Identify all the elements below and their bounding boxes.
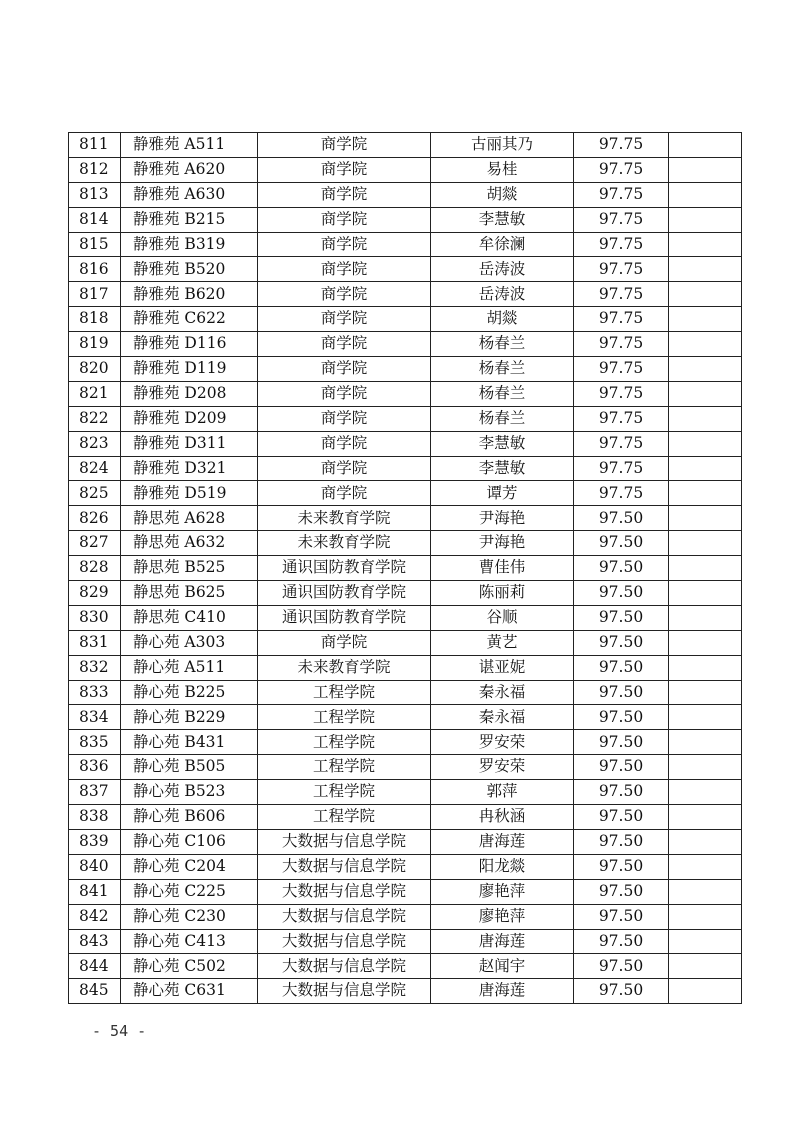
counselor-cell: 尹海艳 [431,506,574,531]
remark-cell [669,381,742,406]
college-cell: 商学院 [258,456,431,481]
row-number-cell: 838 [69,805,121,830]
remark-cell [669,506,742,531]
counselor-cell: 唐海莲 [431,929,574,954]
remark-cell [669,730,742,755]
score-cell: 97.50 [574,979,669,1004]
score-cell: 97.50 [574,854,669,879]
counselor-cell: 易桂 [431,157,574,182]
table-row [69,431,742,456]
remark-cell [669,182,742,207]
room-cell: 静心苑 B606 [121,805,258,830]
score-cell: 97.50 [574,556,669,581]
row-number-cell: 821 [69,381,121,406]
counselor-cell: 廖艳萍 [431,879,574,904]
row-number-cell: 823 [69,431,121,456]
college-cell: 商学院 [258,630,431,655]
college-cell: 大数据与信息学院 [258,979,431,1004]
score-cell: 97.75 [574,307,669,332]
remark-cell [669,481,742,506]
remark-cell [669,406,742,431]
table-row [69,954,742,979]
counselor-cell: 杨春兰 [431,357,574,382]
room-cell: 静心苑 B523 [121,780,258,805]
score-cell: 97.75 [574,232,669,257]
row-number-cell: 843 [69,929,121,954]
row-number-cell: 822 [69,406,121,431]
counselor-cell: 曹佳伟 [431,556,574,581]
row-number-cell: 826 [69,506,121,531]
row-number-cell: 829 [69,581,121,606]
row-number-cell: 836 [69,755,121,780]
score-cell: 97.50 [574,506,669,531]
college-cell: 商学院 [258,332,431,357]
row-number-cell: 817 [69,282,121,307]
score-cell: 97.50 [574,904,669,929]
counselor-cell: 罗安荣 [431,755,574,780]
score-cell: 97.75 [574,257,669,282]
counselor-cell: 岳涛波 [431,282,574,307]
room-cell: 静雅苑 D119 [121,357,258,382]
row-number-cell: 830 [69,605,121,630]
remark-cell [669,357,742,382]
score-cell: 97.50 [574,581,669,606]
room-cell: 静思苑 B625 [121,581,258,606]
row-number-cell: 819 [69,332,121,357]
table-row [69,257,742,282]
remark-cell [669,456,742,481]
remark-cell [669,929,742,954]
score-cell: 97.75 [574,282,669,307]
table-row [69,157,742,182]
row-number-cell: 815 [69,232,121,257]
counselor-cell: 李慧敏 [431,456,574,481]
row-number-cell: 828 [69,556,121,581]
counselor-cell: 陈丽莉 [431,581,574,606]
college-cell: 工程学院 [258,755,431,780]
score-cell: 97.75 [574,133,669,158]
score-cell: 97.50 [574,680,669,705]
counselor-cell: 杨春兰 [431,381,574,406]
row-number-cell: 841 [69,879,121,904]
counselor-cell: 廖艳萍 [431,904,574,929]
remark-cell [669,829,742,854]
college-cell: 商学院 [258,282,431,307]
room-cell: 静思苑 A628 [121,506,258,531]
score-cell: 97.50 [574,954,669,979]
table-row [69,481,742,506]
score-cell: 97.50 [574,705,669,730]
college-cell: 商学院 [258,357,431,382]
row-number-cell: 834 [69,705,121,730]
college-cell: 商学院 [258,232,431,257]
room-cell: 静心苑 A511 [121,655,258,680]
score-cell: 97.50 [574,730,669,755]
score-cell: 97.75 [574,481,669,506]
room-cell: 静雅苑 D209 [121,406,258,431]
row-number-cell: 839 [69,829,121,854]
remark-cell [669,954,742,979]
row-number-cell: 820 [69,357,121,382]
table-row [69,133,742,158]
college-cell: 商学院 [258,307,431,332]
remark-cell [669,979,742,1004]
row-number-cell: 814 [69,207,121,232]
room-cell: 静雅苑 A630 [121,182,258,207]
table-row [69,182,742,207]
college-cell: 大数据与信息学院 [258,879,431,904]
college-cell: 大数据与信息学院 [258,904,431,929]
remark-cell [669,780,742,805]
row-number-cell: 816 [69,257,121,282]
counselor-cell: 赵闻宇 [431,954,574,979]
room-cell: 静心苑 C631 [121,979,258,1004]
row-number-cell: 831 [69,630,121,655]
room-cell: 静心苑 C106 [121,829,258,854]
table-row [69,680,742,705]
room-cell: 静雅苑 B215 [121,207,258,232]
remark-cell [669,705,742,730]
room-cell: 静思苑 B525 [121,556,258,581]
room-cell: 静心苑 C204 [121,854,258,879]
counselor-cell: 胡燚 [431,307,574,332]
college-cell: 商学院 [258,182,431,207]
table-row [69,780,742,805]
table-row [69,805,742,830]
table-row [69,406,742,431]
table-row [69,655,742,680]
score-cell: 97.75 [574,207,669,232]
college-cell: 大数据与信息学院 [258,829,431,854]
remark-cell [669,207,742,232]
score-cell: 97.75 [574,431,669,456]
room-cell: 静雅苑 B620 [121,282,258,307]
counselor-cell: 阳龙燚 [431,854,574,879]
table-row [69,506,742,531]
college-cell: 未来教育学院 [258,531,431,556]
room-cell: 静心苑 A303 [121,630,258,655]
remark-cell [669,531,742,556]
counselor-cell: 郭萍 [431,780,574,805]
table-row [69,381,742,406]
counselor-cell: 唐海莲 [431,829,574,854]
score-cell: 97.75 [574,182,669,207]
room-cell: 静雅苑 B520 [121,257,258,282]
remark-cell [669,630,742,655]
room-cell: 静心苑 C502 [121,954,258,979]
row-number-cell: 844 [69,954,121,979]
row-number-cell: 811 [69,133,121,158]
college-cell: 工程学院 [258,780,431,805]
table-row [69,829,742,854]
counselor-cell: 岳涛波 [431,257,574,282]
row-number-cell: 845 [69,979,121,1004]
room-cell: 静心苑 C230 [121,904,258,929]
counselor-cell: 冉秋涵 [431,805,574,830]
remark-cell [669,133,742,158]
counselor-cell: 尹海艳 [431,531,574,556]
remark-cell [669,556,742,581]
college-cell: 工程学院 [258,705,431,730]
score-cell: 97.50 [574,879,669,904]
college-cell: 未来教育学院 [258,506,431,531]
room-cell: 静心苑 B431 [121,730,258,755]
table-row [69,332,742,357]
college-cell: 商学院 [258,481,431,506]
room-cell: 静雅苑 D116 [121,332,258,357]
score-cell: 97.75 [574,157,669,182]
counselor-cell: 谷顺 [431,605,574,630]
row-number-cell: 825 [69,481,121,506]
remark-cell [669,655,742,680]
remark-cell [669,605,742,630]
room-cell: 静雅苑 D321 [121,456,258,481]
counselor-cell: 秦永福 [431,705,574,730]
room-cell: 静心苑 B505 [121,755,258,780]
college-cell: 商学院 [258,406,431,431]
score-cell: 97.50 [574,531,669,556]
room-cell: 静心苑 B229 [121,705,258,730]
remark-cell [669,157,742,182]
room-cell: 静雅苑 A620 [121,157,258,182]
college-cell: 工程学院 [258,805,431,830]
dormitory-score-table [68,132,742,1004]
college-cell: 未来教育学院 [258,655,431,680]
table-row [69,630,742,655]
college-cell: 大数据与信息学院 [258,854,431,879]
room-cell: 静思苑 C410 [121,605,258,630]
counselor-cell: 谌亚妮 [431,655,574,680]
room-cell: 静心苑 C413 [121,929,258,954]
counselor-cell: 杨春兰 [431,406,574,431]
room-cell: 静雅苑 D208 [121,381,258,406]
table-row [69,929,742,954]
score-cell: 97.50 [574,805,669,830]
score-cell: 97.50 [574,780,669,805]
row-number-cell: 832 [69,655,121,680]
counselor-cell: 唐海莲 [431,979,574,1004]
table-row [69,730,742,755]
counselor-cell: 罗安荣 [431,730,574,755]
remark-cell [669,581,742,606]
table-row [69,456,742,481]
row-number-cell: 827 [69,531,121,556]
table-row [69,307,742,332]
counselor-cell: 李慧敏 [431,207,574,232]
table-row [69,531,742,556]
score-cell: 97.50 [574,655,669,680]
remark-cell [669,879,742,904]
remark-cell [669,307,742,332]
row-number-cell: 824 [69,456,121,481]
remark-cell [669,282,742,307]
college-cell: 工程学院 [258,680,431,705]
table-row [69,232,742,257]
score-cell: 97.75 [574,332,669,357]
college-cell: 通识国防教育学院 [258,556,431,581]
score-cell: 97.75 [574,381,669,406]
remark-cell [669,805,742,830]
remark-cell [669,257,742,282]
remark-cell [669,854,742,879]
counselor-cell: 李慧敏 [431,431,574,456]
remark-cell [669,904,742,929]
table-row [69,904,742,929]
table-row [69,207,742,232]
remark-cell [669,680,742,705]
row-number-cell: 813 [69,182,121,207]
score-cell: 97.50 [574,829,669,854]
room-cell: 静雅苑 C622 [121,307,258,332]
score-cell: 97.50 [574,605,669,630]
room-cell: 静雅苑 D519 [121,481,258,506]
row-number-cell: 812 [69,157,121,182]
row-number-cell: 842 [69,904,121,929]
row-number-cell: 835 [69,730,121,755]
table-row [69,755,742,780]
table-row [69,282,742,307]
remark-cell [669,332,742,357]
counselor-cell: 黄艺 [431,630,574,655]
counselor-cell: 秦永福 [431,680,574,705]
row-number-cell: 818 [69,307,121,332]
table-body [69,133,742,1004]
college-cell: 商学院 [258,381,431,406]
college-cell: 工程学院 [258,730,431,755]
table-row [69,605,742,630]
remark-cell [669,755,742,780]
college-cell: 大数据与信息学院 [258,954,431,979]
college-cell: 商学院 [258,431,431,456]
room-cell: 静雅苑 B319 [121,232,258,257]
score-cell: 97.75 [574,406,669,431]
page-number: - 54 - [92,1022,147,1040]
row-number-cell: 833 [69,680,121,705]
table-row [69,854,742,879]
college-cell: 商学院 [258,157,431,182]
counselor-cell: 古丽其乃 [431,133,574,158]
row-number-cell: 840 [69,854,121,879]
table-row [69,556,742,581]
college-cell: 通识国防教育学院 [258,605,431,630]
score-cell: 97.50 [574,755,669,780]
room-cell: 静雅苑 D311 [121,431,258,456]
room-cell: 静思苑 A632 [121,531,258,556]
table-row [69,357,742,382]
remark-cell [669,232,742,257]
score-cell: 97.50 [574,630,669,655]
room-cell: 静心苑 C225 [121,879,258,904]
table-row [69,879,742,904]
college-cell: 商学院 [258,207,431,232]
room-cell: 静雅苑 A511 [121,133,258,158]
college-cell: 通识国防教育学院 [258,581,431,606]
counselor-cell: 牟徐澜 [431,232,574,257]
college-cell: 大数据与信息学院 [258,929,431,954]
college-cell: 商学院 [258,133,431,158]
college-cell: 商学院 [258,257,431,282]
counselor-cell: 杨春兰 [431,332,574,357]
score-cell: 97.50 [574,929,669,954]
remark-cell [669,431,742,456]
table-row [69,979,742,1004]
score-cell: 97.75 [574,456,669,481]
counselor-cell: 谭芳 [431,481,574,506]
table-row [69,581,742,606]
table-row [69,705,742,730]
room-cell: 静心苑 B225 [121,680,258,705]
counselor-cell: 胡燚 [431,182,574,207]
row-number-cell: 837 [69,780,121,805]
score-cell: 97.75 [574,357,669,382]
